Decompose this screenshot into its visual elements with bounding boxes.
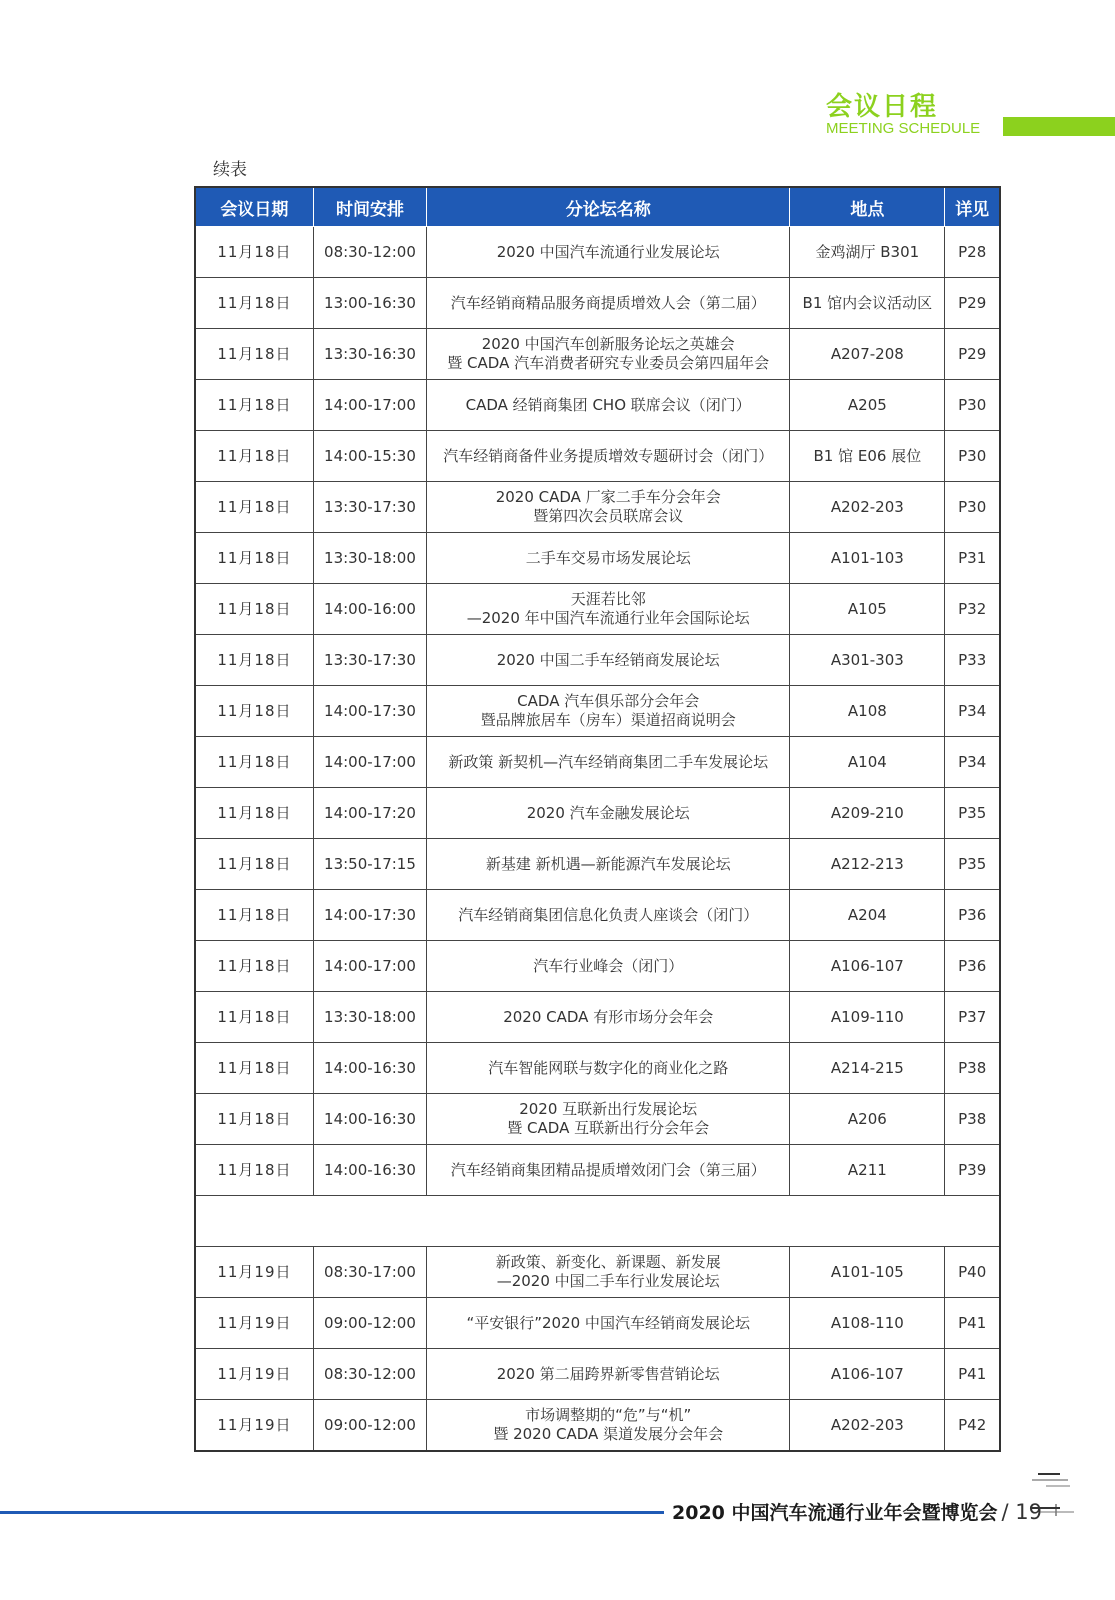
date-cell: 11月18日 (195, 1145, 313, 1196)
forum-name-line: 汽车智能网联与数字化的商业化之路 (488, 1058, 729, 1077)
table-row (195, 329, 1000, 380)
forum-name-cell (427, 1094, 790, 1145)
place-cell: A106-107 (790, 941, 945, 992)
place-cell: A104 (790, 737, 945, 788)
date-cell: 11月18日 (195, 533, 313, 584)
forum-name-line: —2020 年中国汽车流通行业年会国际论坛 (466, 609, 750, 627)
page-ref-cell: P33 (945, 635, 1000, 686)
forum-name-line: 汽车行业峰会（闭门） (533, 956, 684, 975)
column-header-page: 详见 (945, 187, 1000, 227)
footer-rule (0, 1511, 664, 1514)
forum-name-line: CADA 经销商集团 CHO 联席会议（闭门） (465, 395, 751, 414)
place-cell: A106-107 (790, 1349, 945, 1400)
date-cell: 11月18日 (195, 380, 313, 431)
place-cell: A105 (790, 584, 945, 635)
forum-name-cell (427, 227, 790, 278)
forum-name-line: 汽车经销商集团信息化负责人座谈会（闭门） (458, 905, 759, 924)
forum-name-cell (427, 482, 790, 533)
table-row (195, 584, 1000, 635)
time-cell: 14:00-16:00 (313, 584, 426, 635)
date-cell: 11月18日 (195, 1043, 313, 1094)
forum-name-line: 暨第四次会员联席会议 (533, 507, 684, 525)
date-cell: 11月18日 (195, 737, 313, 788)
table-row (195, 227, 1000, 278)
date-cell: 11月18日 (195, 839, 313, 890)
blank-cell (195, 1196, 1000, 1247)
section-title: 会议日程 (826, 92, 939, 122)
page-ref-cell: P40 (945, 1247, 1000, 1298)
forum-name-line: 天涯若比邻 (570, 590, 646, 608)
time-cell: 14:00-15:30 (313, 431, 426, 482)
table-row (195, 635, 1000, 686)
date-cell: 11月19日 (195, 1298, 313, 1349)
continued-label: 续表 (213, 160, 247, 180)
page-ref-cell: P34 (945, 686, 1000, 737)
place-cell: A108 (790, 686, 945, 737)
forum-name-cell (427, 329, 790, 380)
page-ref-cell: P36 (945, 941, 1000, 992)
table-row (195, 992, 1000, 1043)
forum-name-line: 暨 CADA 互联新出行分会年会 (507, 1119, 710, 1137)
forum-name-line: 暨 2020 CADA 渠道发展分会年会 (493, 1425, 724, 1443)
place-cell: A209-210 (790, 788, 945, 839)
forum-name-line: 2020 CADA 有形市场分会年会 (503, 1007, 714, 1026)
time-cell: 14:00-16:30 (313, 1043, 426, 1094)
time-cell: 14:00-17:00 (313, 737, 426, 788)
time-cell: 14:00-16:30 (313, 1094, 426, 1145)
page-ref-cell: P30 (945, 482, 1000, 533)
page-ref-cell: P31 (945, 533, 1000, 584)
table-row (195, 839, 1000, 890)
table-row (195, 380, 1000, 431)
column-header-place: 地点 (790, 187, 945, 227)
header-accent-bar (1003, 117, 1115, 136)
forum-name-line: 暨 CADA 汽车消费者研究专业委员会第四届年会 (447, 354, 770, 372)
forum-name-line: 新政策、新变化、新课题、新发展 (495, 1253, 721, 1271)
time-cell: 13:30-16:30 (313, 329, 426, 380)
place-cell: A202-203 (790, 1400, 945, 1452)
forum-name-line: 汽车经销商精品服务商提质增效人会（第二届） (450, 293, 766, 312)
table-row (195, 686, 1000, 737)
table-row (195, 1400, 1000, 1452)
date-cell: 11月18日 (195, 788, 313, 839)
time-cell: 13:30-17:30 (313, 635, 426, 686)
time-cell: 13:30-18:00 (313, 992, 426, 1043)
time-cell: 13:30-17:30 (313, 482, 426, 533)
time-cell: 08:30-17:00 (313, 1247, 426, 1298)
place-cell: B1 馆内会议活动区 (790, 278, 945, 329)
forum-name-cell (427, 941, 790, 992)
date-cell: 11月18日 (195, 890, 313, 941)
page-ref-cell: P42 (945, 1400, 1000, 1452)
forum-name-line: “平安银行”2020 中国汽车经销商发展论坛 (466, 1313, 750, 1332)
table-row (195, 1298, 1000, 1349)
place-cell: A108-110 (790, 1298, 945, 1349)
place-cell: A206 (790, 1094, 945, 1145)
page-ref-cell: P37 (945, 992, 1000, 1043)
place-cell: A211 (790, 1145, 945, 1196)
time-cell: 14:00-17:20 (313, 788, 426, 839)
forum-name-cell (427, 1298, 790, 1349)
forum-name-cell (427, 1349, 790, 1400)
date-cell: 11月19日 (195, 1400, 313, 1452)
date-cell: 11月18日 (195, 227, 313, 278)
forum-name-cell (427, 890, 790, 941)
table-row (195, 788, 1000, 839)
page-ref-cell: P39 (945, 1145, 1000, 1196)
forum-name-cell (427, 278, 790, 329)
date-cell: 11月18日 (195, 992, 313, 1043)
table-row (195, 1145, 1000, 1196)
forum-name-cell (427, 992, 790, 1043)
place-cell: A205 (790, 380, 945, 431)
forum-name-line: 2020 第二届跨界新零售营销论坛 (496, 1364, 720, 1383)
page-ref-cell: P29 (945, 278, 1000, 329)
place-cell: B1 馆 E06 展位 (790, 431, 945, 482)
place-cell: 金鸡湖厅 B301 (790, 227, 945, 278)
time-cell: 08:30-12:00 (313, 1349, 426, 1400)
forum-name-cell (427, 584, 790, 635)
forum-name-line: 二手车交易市场发展论坛 (525, 548, 691, 567)
time-cell: 08:30-12:00 (313, 227, 426, 278)
table-row (195, 1094, 1000, 1145)
page-ref-cell: P34 (945, 737, 1000, 788)
date-cell: 11月18日 (195, 482, 313, 533)
place-cell: A204 (790, 890, 945, 941)
forum-name-cell (427, 1247, 790, 1298)
page-number: / 19 (1001, 1500, 1042, 1524)
table-row (195, 890, 1000, 941)
time-cell: 13:00-16:30 (313, 278, 426, 329)
table-row (195, 1043, 1000, 1094)
page-ref-cell: P32 (945, 584, 1000, 635)
time-cell: 13:50-17:15 (313, 839, 426, 890)
time-cell: 13:30-18:00 (313, 533, 426, 584)
place-cell: A101-103 (790, 533, 945, 584)
column-header-time: 时间安排 (313, 187, 426, 227)
footer-title: 2020 中国汽车流通行业年会暨博览会 (672, 1502, 998, 1524)
forum-name-line: CADA 汽车俱乐部分会年会 (517, 692, 700, 710)
forum-name-line: 2020 中国二手车经销商发展论坛 (496, 650, 720, 669)
forum-name-cell (427, 1145, 790, 1196)
forum-name-cell (427, 1043, 790, 1094)
place-cell: A109-110 (790, 992, 945, 1043)
date-cell: 11月18日 (195, 329, 313, 380)
table-header-row (195, 187, 1000, 227)
time-cell: 14:00-17:00 (313, 380, 426, 431)
forum-name-line: 2020 中国汽车创新服务论坛之英雄会 (481, 335, 735, 353)
forum-name-cell (427, 635, 790, 686)
table-row (195, 431, 1000, 482)
date-cell: 11月19日 (195, 1349, 313, 1400)
page-ref-cell: P35 (945, 788, 1000, 839)
forum-name-cell (427, 737, 790, 788)
forum-name-cell (427, 533, 790, 584)
table-row-blank (195, 1196, 1000, 1247)
place-cell: A214-215 (790, 1043, 945, 1094)
date-cell: 11月18日 (195, 635, 313, 686)
forum-name-line: 2020 汽车金融发展论坛 (526, 803, 690, 822)
forum-name-cell (427, 1400, 790, 1452)
page-ref-cell: P28 (945, 227, 1000, 278)
page-ref-cell: P41 (945, 1349, 1000, 1400)
page-ref-cell: P35 (945, 839, 1000, 890)
table-row (195, 941, 1000, 992)
page-ref-cell: P38 (945, 1094, 1000, 1145)
time-cell: 14:00-16:30 (313, 1145, 426, 1196)
forum-name-line: —2020 中国二手车行业发展论坛 (496, 1272, 720, 1290)
time-cell: 09:00-12:00 (313, 1400, 426, 1452)
table-row (195, 482, 1000, 533)
date-cell: 11月18日 (195, 431, 313, 482)
logo-icon (1030, 1468, 1080, 1518)
place-cell: A207-208 (790, 329, 945, 380)
page-ref-cell: P38 (945, 1043, 1000, 1094)
time-cell: 14:00-17:00 (313, 941, 426, 992)
time-cell: 14:00-17:30 (313, 890, 426, 941)
forum-name-line: 暨品牌旅居车（房车）渠道招商说明会 (480, 711, 736, 729)
table-row (195, 737, 1000, 788)
page-ref-cell: P29 (945, 329, 1000, 380)
forum-name-line: 汽车经销商集团精品提质增效闭门会（第三届） (450, 1160, 766, 1179)
forum-name-line: 市场调整期的“危”与“机” (525, 1406, 692, 1424)
forum-name-cell (427, 788, 790, 839)
page-ref-cell: P30 (945, 380, 1000, 431)
place-cell: A212-213 (790, 839, 945, 890)
date-cell: 11月18日 (195, 584, 313, 635)
table-row (195, 1247, 1000, 1298)
forum-name-cell (427, 380, 790, 431)
forum-name-cell (427, 431, 790, 482)
forum-name-line: 汽车经销商备件业务提质增效专题研讨会（闭门） (443, 446, 774, 465)
column-header-date: 会议日期 (195, 187, 313, 227)
page-ref-cell: P41 (945, 1298, 1000, 1349)
column-header-forum: 分论坛名称 (427, 187, 790, 227)
page-ref-cell: P36 (945, 890, 1000, 941)
forum-name-cell (427, 839, 790, 890)
place-cell: A101-105 (790, 1247, 945, 1298)
page-ref-cell: P30 (945, 431, 1000, 482)
date-cell: 11月19日 (195, 1247, 313, 1298)
forum-name-line: 新政策 新契机—汽车经销商集团二手车发展论坛 (448, 752, 769, 771)
date-cell: 11月18日 (195, 278, 313, 329)
table-row (195, 278, 1000, 329)
forum-name-cell (427, 686, 790, 737)
forum-name-line: 新基建 新机遇—新能源汽车发展论坛 (485, 854, 731, 873)
date-cell: 11月18日 (195, 941, 313, 992)
table-body (195, 227, 1000, 1452)
date-cell: 11月18日 (195, 686, 313, 737)
place-cell: A202-203 (790, 482, 945, 533)
time-cell: 14:00-17:30 (313, 686, 426, 737)
footer (672, 1498, 1042, 1525)
section-subtitle: MEETING SCHEDULE (826, 120, 981, 137)
forum-name-line: 2020 CADA 厂家二手车分会年会 (495, 488, 721, 506)
date-cell: 11月18日 (195, 1094, 313, 1145)
table-row (195, 533, 1000, 584)
forum-name-line: 2020 中国汽车流通行业发展论坛 (496, 242, 720, 261)
schedule-table (194, 186, 1001, 1452)
table-row (195, 1349, 1000, 1400)
place-cell: A301-303 (790, 635, 945, 686)
forum-name-line: 2020 互联新出行发展论坛 (519, 1100, 698, 1118)
time-cell: 09:00-12:00 (313, 1298, 426, 1349)
